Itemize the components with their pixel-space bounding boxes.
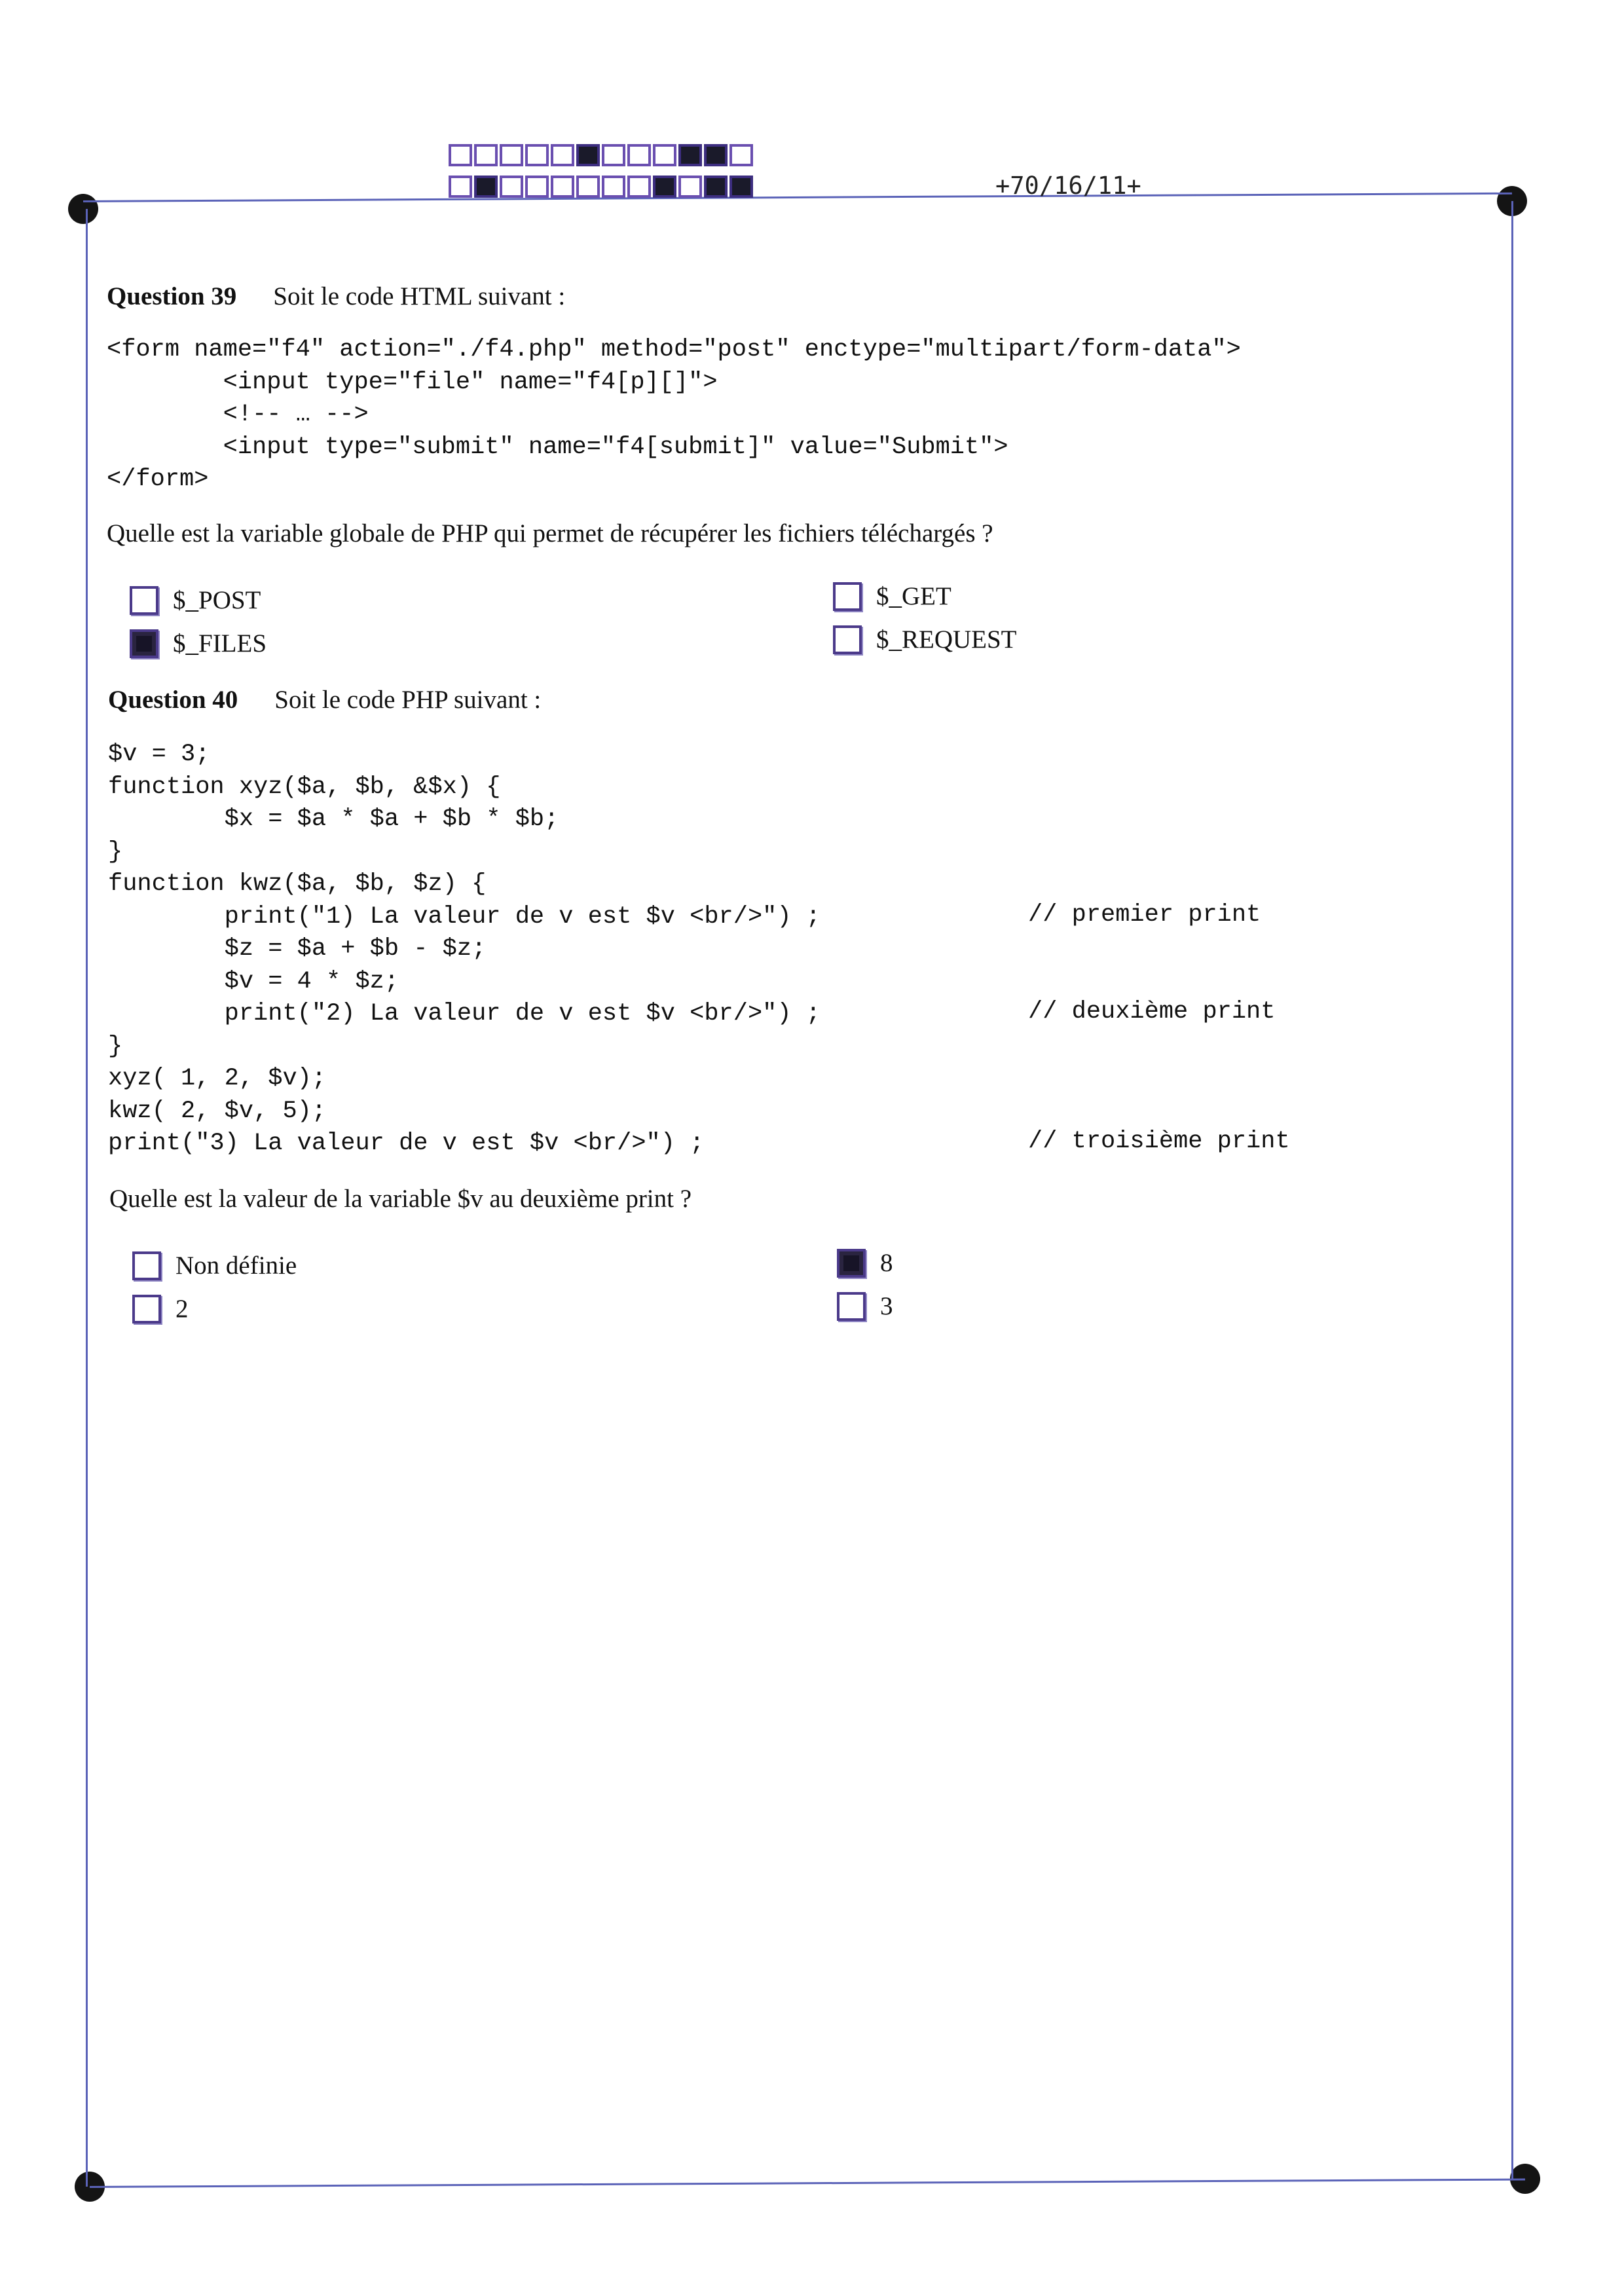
barcode-cell [627,144,651,166]
comment-third-print: // troisième print [1028,1128,1290,1155]
barcode-cell [704,176,728,198]
barcode-cell [653,144,676,166]
barcode-cell [551,144,574,166]
barcode-cell [704,144,728,166]
barcode-cell [525,144,549,166]
question-39-intro: Soit le code HTML suivant : [273,282,566,310]
barcode-cell [449,176,472,198]
q39-option-post[interactable] [130,585,261,615]
code-line: <!-- … --> [107,401,369,428]
barcode-top [449,144,755,166]
checkbox[interactable] [833,582,862,611]
checkbox[interactable] [130,586,158,615]
barcode-cell [449,144,472,166]
code-line: kwz( 2, $v, 5); [108,1097,327,1125]
code-line: $v = 4 * $z; [108,967,399,995]
barcode-cell [678,176,702,198]
barcode-cell [653,176,676,198]
option-label: $_GET [876,582,951,610]
checkbox[interactable] [132,1251,161,1280]
q39-option-files[interactable] [130,629,267,658]
q40-option-8[interactable] [837,1248,893,1278]
page-id: +70/16/11+ [995,172,1141,200]
code-line: } [108,1032,123,1060]
code-line: function kwz($a, $b, $z) { [108,870,487,898]
comment-first-print: // premier print [1028,901,1261,929]
frame-top [83,193,1512,202]
code-line: } [108,838,123,866]
code-line: print("1) La valeur de v est $v <br/>") ; [108,902,821,931]
option-label: 3 [880,1292,893,1320]
barcode-cell [576,176,600,198]
barcode-cell [729,176,753,198]
comment-second-print: // deuxième print [1028,998,1276,1026]
barcode-bottom [449,176,755,198]
option-label: 8 [880,1249,893,1277]
question-40-header [108,685,541,714]
barcode-cell [474,144,498,166]
question-39-header [107,282,565,311]
question-40-prompt: Quelle est la valeur de la variable $v au deuxième print ? [109,1185,692,1213]
frame-left [86,209,88,2187]
barcode-cell [500,176,523,198]
code-line: xyz( 1, 2, $v); [108,1065,327,1092]
code-line: print("2) La valeur de v est $v <br/>") ; [108,1000,821,1028]
checkbox[interactable] [837,1292,866,1321]
option-label: $_REQUEST [876,625,1017,654]
checkbox[interactable] [833,625,862,654]
code-line: </form> [107,466,209,493]
code-line: <input type="file" name="f4[p][]"> [107,368,718,396]
code-line: print("3) La valeur de v est $v <br/>") ; [108,1130,705,1157]
barcode-cell [602,176,625,198]
barcode-cell [551,176,574,198]
checkbox[interactable] [130,629,158,658]
barcode-cell [500,144,523,166]
barcode-cell [627,176,651,198]
code-line: $v = 3; [108,741,210,768]
code-line: function xyz($a, $b, &$x) { [108,773,501,801]
option-label: $_FILES [173,629,267,657]
barcode-cell [525,176,549,198]
q39-option-get[interactable] [833,582,951,611]
checkbox[interactable] [837,1249,866,1278]
barcode-cell [678,144,702,166]
frame-right [1511,201,1513,2179]
code-line: $x = $a * $a + $b * $b; [108,805,559,833]
q39-option-request[interactable] [833,625,1017,654]
barcode-cell [729,144,753,166]
q40-option-2[interactable] [132,1294,189,1324]
question-39-prompt: Quelle est la variable globale de PHP qui permet de récupérer les fichiers téléchargés ? [107,519,993,547]
barcode-cell [474,176,498,198]
question-39-label: Question 39 [107,282,237,310]
frame-bottom [90,2179,1525,2188]
checkbox[interactable] [132,1295,161,1324]
registration-mark-top-left [68,194,98,224]
code-line: <input type="submit" name="f4[submit]" value="Submit"> [107,433,1008,461]
question-40-code [108,739,821,1160]
barcode-cell [602,144,625,166]
question-39-code [107,334,1241,496]
option-label: Non définie [175,1251,297,1280]
code-line: <form name="f4" action="./f4.php" method="post" enctype="multipart/form-data"> [107,336,1241,363]
q40-option-3[interactable] [837,1291,893,1321]
option-label: 2 [175,1295,189,1323]
q40-option-non-definie[interactable] [132,1251,297,1280]
question-40-intro: Soit le code PHP suivant : [274,686,542,714]
code-line: $z = $a + $b - $z; [108,935,487,963]
barcode-cell [576,144,600,166]
option-label: $_POST [173,586,261,614]
question-40-label: Question 40 [108,686,238,714]
